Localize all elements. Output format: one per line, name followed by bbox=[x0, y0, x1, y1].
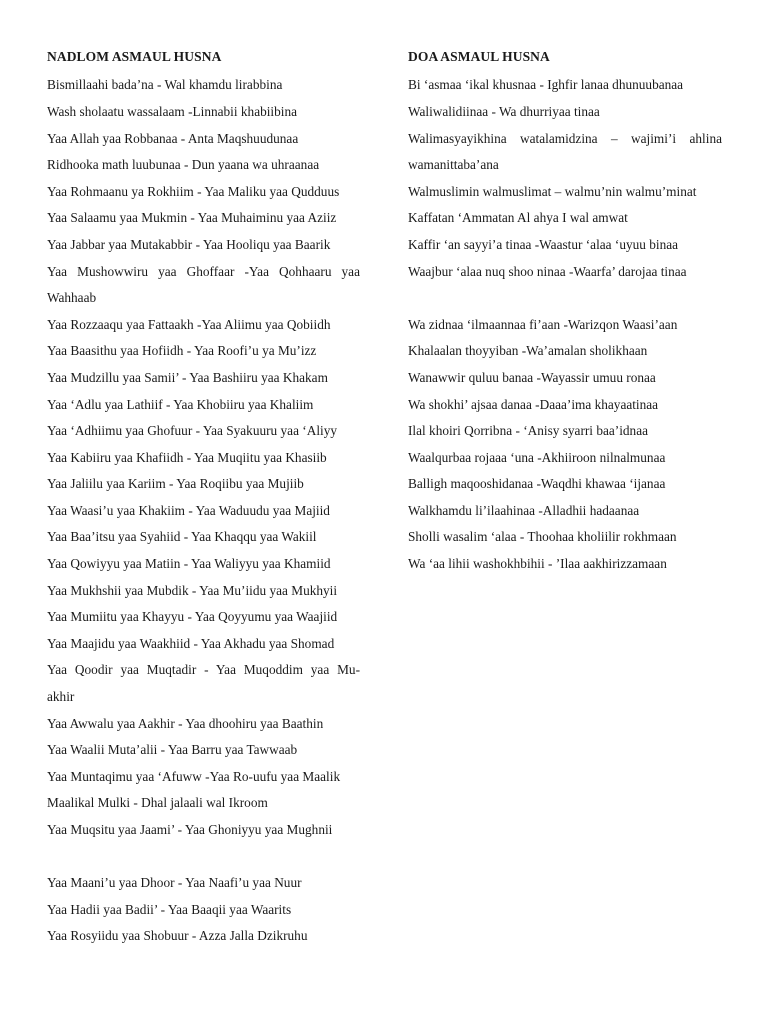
right-line: Kaffir ‘an sayyi’a tinaa -Waastur ‘alaa ‘uyuu binaa bbox=[408, 236, 679, 252]
nadlom-asmaul-husna-column bbox=[47, 46, 360, 950]
left-line: Yaa Allah yaa Robbanaa - Anta Maqshuudunaa bbox=[47, 130, 299, 146]
left-line: Yaa Rozzaaqu yaa Fattaakh -Yaa Aliimu yaa Qobiidh bbox=[47, 316, 331, 332]
right-line: Ilal khoiri Qorribna - ‘Anisy syarri baa’idnaa bbox=[408, 423, 648, 439]
left-line: Yaa ‘Adhiimu yaa Ghofuur - Yaa Syakuuru yaa ‘Aliyy bbox=[47, 423, 338, 439]
left-line: Yaa Qoodir yaa Muqtadir - Yaa Muqoddim yaa Mu- bbox=[47, 662, 360, 678]
left-line: Yaa Rosyiidu yaa Shobuur - Azza Jalla Dzikruhu bbox=[47, 928, 308, 944]
left-line: Yaa Muntaqimu yaa ‘Afuww -Yaa Ro-uufu yaa Maalik bbox=[47, 768, 341, 784]
right-line: Kaffatan ‘Ammatan Al ahya I wal amwat bbox=[408, 210, 628, 226]
left-line: Yaa Rohmaanu ya Rokhiim - Yaa Maliku yaa Qudduus bbox=[47, 183, 340, 199]
left-line: Yaa Hadii yaa Badii’ - Yaa Baaqii yaa Waarits bbox=[47, 901, 292, 917]
right-line: Wa ‘aa lihii washokhbihii - ’Ilaa aakhirizzamaan bbox=[408, 556, 667, 572]
left-line: Yaa Qowiyyu yaa Matiin - Yaa Waliyyu yaa Khamiid bbox=[47, 556, 331, 572]
left-line: Yaa Waalii Muta’alii - Yaa Barru yaa Tawwaab bbox=[47, 742, 298, 758]
left-line: Yaa Maajidu yaa Waakhiid - Yaa Akhadu yaa Shomad bbox=[47, 635, 335, 651]
right-line: Bi ‘asmaa ‘ikal khusnaa - Ighfir lanaa dhunuubanaa bbox=[408, 77, 684, 93]
left-line: Ridhooka math luubunaa - Dun yaana wa uhraanaa bbox=[47, 157, 320, 173]
left-line: Wash sholaatu wassalaam -Linnabii khabiibina bbox=[47, 103, 298, 119]
right-line: Sholli wasalim ‘alaa - Thoohaa kholiilir rokhmaan bbox=[408, 529, 677, 545]
left-line: Yaa Muqsitu yaa Jaami’ - Yaa Ghoniyyu yaa Mughnii bbox=[47, 822, 333, 838]
right-line: Walkhamdu li’ilaahinaa -Alladhii hadaanaa bbox=[408, 502, 640, 518]
left-line: Yaa Mumiitu yaa Khayyu - Yaa Qoyyumu yaa Waajiid bbox=[47, 609, 338, 625]
right-line: Waliwalidiinaa - Wa dhurriyaa tinaa bbox=[408, 103, 600, 119]
left-line: Yaa Baa’itsu yaa Syahiid - Yaa Khaqqu yaa Wakiil bbox=[47, 529, 317, 545]
left-line: Bismillaahi bada’na - Wal khamdu lirabbina bbox=[47, 77, 283, 93]
left-line: Yaa ‘Adlu yaa Lathiif - Yaa Khobiiru yaa Khaliim bbox=[47, 396, 314, 412]
doa-heading: DOA ASMAUL HUSNA bbox=[408, 49, 550, 64]
nadlom-heading: NADLOM ASMAUL HUSNA bbox=[47, 49, 222, 64]
left-line: Yaa Mudzillu yaa Samii’ - Yaa Bashiiru yaa Khakam bbox=[47, 369, 328, 385]
right-line: Walimasyayikhina watalamidzina – wajimi’i ahlina bbox=[408, 130, 722, 146]
doa-asmaul-husna-column bbox=[408, 46, 722, 578]
left-line: Yaa Baasithu yaa Hofiidh - Yaa Roofi’u ya Mu’izz bbox=[47, 343, 317, 359]
right-line: Walmuslimin walmuslimat – walmu’nin walmu’minat bbox=[408, 183, 697, 199]
blank-line bbox=[408, 285, 722, 312]
left-line: Yaa Awwalu yaa Aakhir - Yaa dhoohiru yaa Baathin bbox=[47, 715, 324, 731]
right-line: Wanawwir quluu banaa -Wayassir umuu ronaa bbox=[408, 369, 656, 385]
left-line: Maalikal Mulki - Dhal jalaali wal Ikroom bbox=[47, 795, 268, 811]
left-line: Yaa Jabbar yaa Mutakabbir - Yaa Hooliqu yaa Baarik bbox=[47, 236, 331, 252]
left-line: Yaa Mukhshii yaa Mubdik - Yaa Mu’iidu yaa Mukhyii bbox=[47, 582, 338, 598]
blank-line bbox=[47, 844, 360, 871]
left-line: Yaa Salaamu yaa Mukmin - Yaa Muhaiminu yaa Aziiz bbox=[47, 210, 337, 226]
left-line: Yaa Waasi’u yaa Khakiim - Yaa Waduudu yaa Majiid bbox=[47, 502, 330, 518]
right-line: Wa shokhi’ ajsaa danaa -Daaa’ima khayaatinaa bbox=[408, 396, 659, 412]
right-line: wamanittaba’ana bbox=[408, 157, 499, 173]
right-line: Wa zidnaa ‘ilmaannaa fi’aan -Warizqon Waasi’aan bbox=[408, 316, 678, 332]
right-line: Khalaalan thoyyiban -Wa’amalan sholikhaan bbox=[408, 343, 648, 359]
right-line: Balligh maqooshidanaa -Waqdhi khawaa ‘ijanaa bbox=[408, 476, 666, 492]
left-line: Yaa Mushowwiru yaa Ghoffaar -Yaa Qohhaaru yaa bbox=[47, 263, 360, 279]
left-line: Yaa Kabiiru yaa Khafiidh - Yaa Muqiitu yaa Khasiib bbox=[47, 449, 327, 465]
right-line: Waajbur ‘alaa nuq shoo ninaa -Waarfa’ darojaa tinaa bbox=[408, 263, 687, 279]
left-line: akhir bbox=[47, 689, 75, 705]
left-line: Wahhaab bbox=[47, 290, 97, 306]
right-line: Waalqurbaa rojaaa ‘una -Akhiiroon nilnalmunaa bbox=[408, 449, 666, 465]
left-line: Yaa Maani’u yaa Dhoor - Yaa Naafi’u yaa Nuur bbox=[47, 875, 302, 891]
left-line: Yaa Jaliilu yaa Kariim - Yaa Roqiibu yaa Mujiib bbox=[47, 476, 304, 492]
